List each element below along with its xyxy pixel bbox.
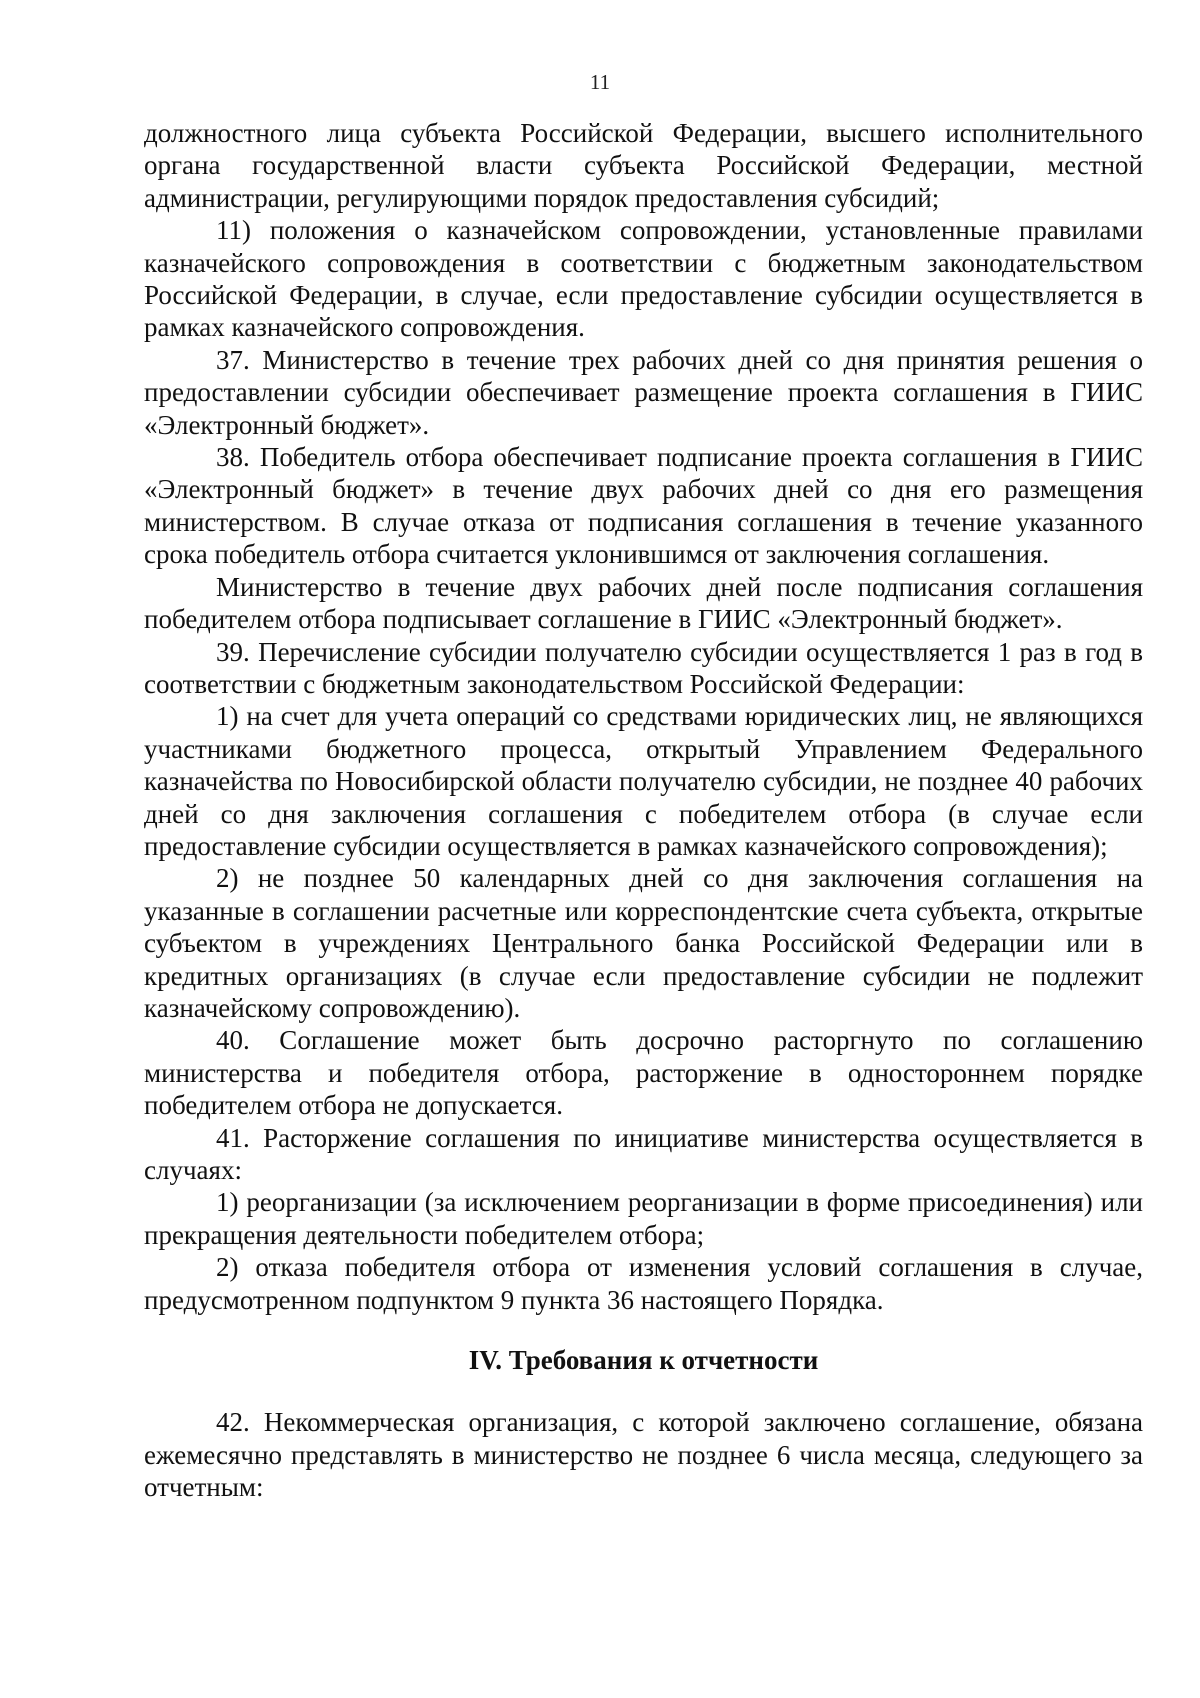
paragraph-39-item-1: 1) на счет для учета операций со средствами юридических лиц, не являющихся участниками бюджетного процесса, открытый Управлением Федерального казначейства по Новосибирской области получателю субсидии, не позднее 40 рабочих дней со дня заключения соглашения с победителем отбора (в случае если предоставление субсидии осуществляется в рамках казначейского сопровождения); bbox=[144, 701, 1143, 861]
paragraph-41-item-1: 1) реорганизации (за исключением реорганизации в форме присоединения) или прекращения деятельности победителем отбора; bbox=[144, 1187, 1143, 1250]
paragraph-39: 39. Перечисление субсидии получателю субсидии осуществляется 1 раз в год в соответствии с бюджетным законодательством Российской Федерации: bbox=[144, 636, 1143, 699]
paragraph-continuation: должностного лица субъекта Российской Федерации, высшего исполнительного органа государственной власти субъекта Российской Федерации, местной администрации, регулирующими порядок предоставления субсидий; bbox=[144, 118, 1143, 213]
paragraph-42: 42. Некоммерческая организация, с которой заключено соглашение, обязана ежемесячно представлять в министерство не позднее 6 числа месяца, следующего за отчетным: bbox=[144, 1407, 1143, 1503]
paragraph-item-11: 11) положения о казначейском сопровождении, установленные правилами казначейского сопровождения в соответствии с бюджетным законодательством Российской Федерации, в случае, если предоставление субсидии осуществляется в рамках казначейского сопровождения. bbox=[144, 215, 1143, 343]
paragraph-39-item-2: 2) не позднее 50 календарных дней со дня заключения соглашения на указанные в соглашении расчетные или корреспондентские счета субъекта, открытые субъектом в учреждениях Центрального банка Российской Федерации или в кредитных организациях (в случае если предоставление субсидии не подлежит казначейскому сопровождению). bbox=[144, 863, 1143, 1023]
paragraph-37: 37. Министерство в течение трех рабочих дней со дня принятия решения о предоставлении субсидии обеспечивает размещение проекта соглашения в ГИИС «Электронный бюджет». bbox=[144, 344, 1143, 440]
document-body bbox=[144, 117, 1143, 1504]
page-number: 11 bbox=[589, 70, 611, 94]
paragraph-40: 40. Соглашение может быть досрочно расторгнуто по соглашению министерства и победителя отбора, расторжение в одностороннем порядке победителем отбора не допускается. bbox=[144, 1025, 1143, 1121]
paragraph-38: 38. Победитель отбора обеспечивает подписание проекта соглашения в ГИИС «Электронный бюджет» в течение двух рабочих дней со дня его размещения министерством. В случае отказа от подписания соглашения в течение указанного срока победитель отбора считается уклонившимся от заключения соглашения. bbox=[144, 442, 1143, 570]
paragraph-41: 41. Расторжение соглашения по инициативе министерства осуществляется в случаях: bbox=[144, 1122, 1143, 1185]
paragraph-38-continued: Министерство в течение двух рабочих дней после подписания соглашения победителем отбора подписывает соглашение в ГИИС «Электронный бюджет». bbox=[144, 571, 1143, 635]
section-heading: IV. Требования к отчетности bbox=[468, 1345, 819, 1376]
paragraph-41-item-2: 2) отказа победителя отбора от изменения условий соглашения в случае, предусмотренном подпунктом 9 пункта 36 настоящего Порядка. bbox=[144, 1252, 1143, 1315]
